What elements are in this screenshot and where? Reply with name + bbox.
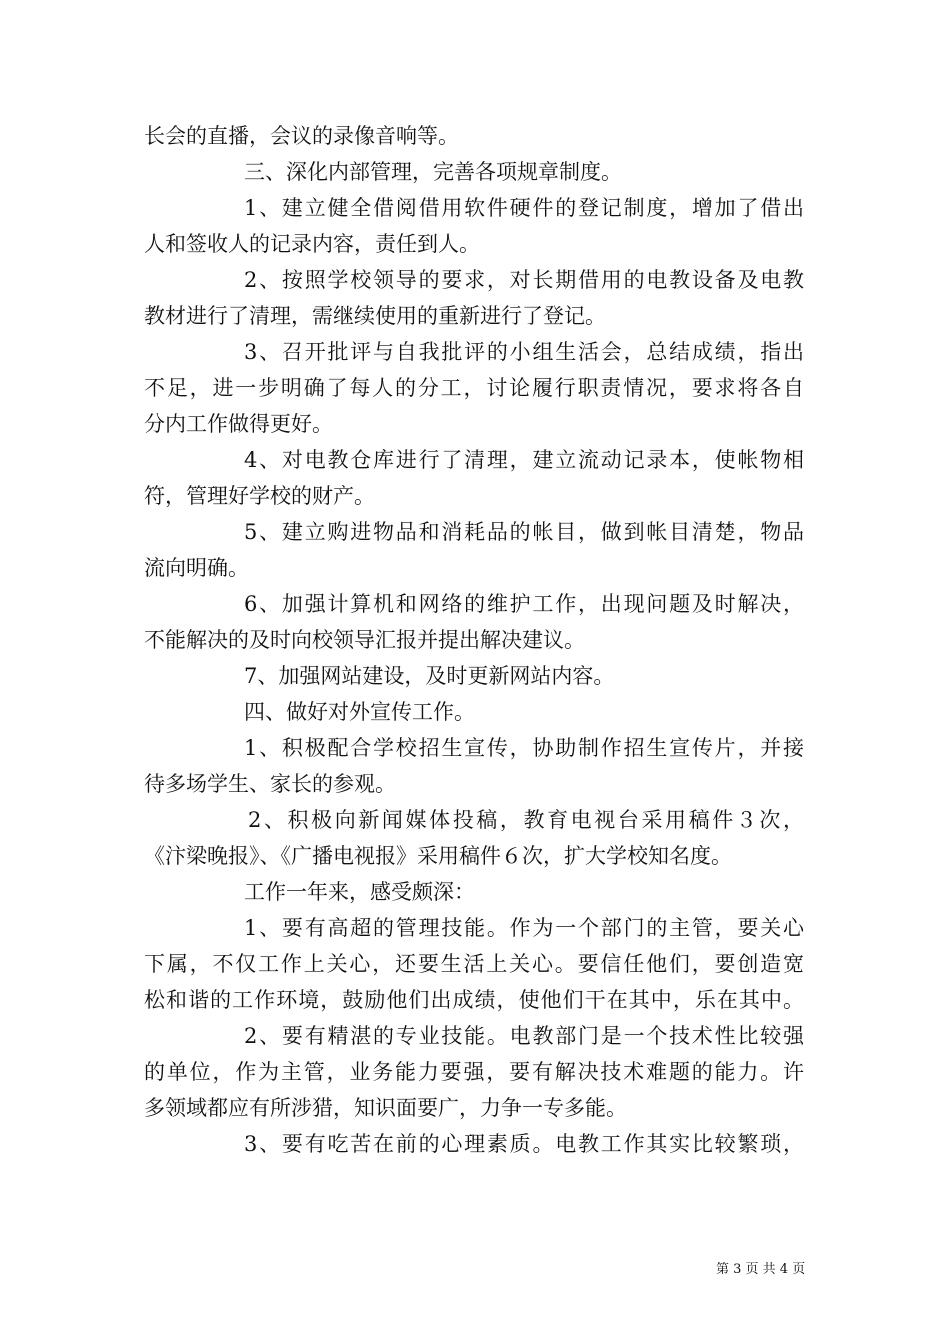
- text-line: 2、积极向新闻媒体投稿，教育电视台采用稿件３次，: [248, 808, 804, 832]
- text-line: 2、按照学校领导的要求，对长期借用的电教设备及电教: [244, 268, 804, 292]
- text-line: 长会的直播，会议的录像音响等。: [144, 124, 459, 148]
- text-line: 符，管理好学校的财产。: [144, 484, 375, 508]
- text-line: 流向明确。: [144, 556, 249, 580]
- text-line: 5、建立购进物品和消耗品的帐目，做到帐目清楚，物品: [244, 520, 804, 544]
- text-line: 3、召开批评与自我批评的小组生活会，总结成绩，指出: [244, 340, 804, 364]
- section-heading: 三、深化内部管理，完善各项规章制度。: [244, 160, 622, 184]
- text-line: 教材进行了清理，需继续使用的重新进行了登记。: [144, 304, 606, 328]
- text-line: 人和签收人的记录内容，责任到人。: [144, 232, 480, 256]
- text-line: 2、要有精湛的专业技能。电教部门是一个技术性比较强: [244, 1024, 804, 1048]
- text-line: 松和谐的工作环境，鼓励他们出成绩，使他们干在其中，乐在其中。: [144, 988, 804, 1012]
- text-line: 不足，进一步明确了每人的分工，讨论履行职责情况，要求将各自: [144, 376, 804, 400]
- text-line: 下属，不仅工作上关心，还要生活上关心。要信任他们，要创造宽: [144, 952, 804, 976]
- text-line: 分内工作做得更好。: [144, 412, 333, 436]
- text-line: 3、要有吃苦在前的心理素质。电教工作其实比较繁琐，: [244, 1132, 804, 1156]
- text-line: 多领域都应有所涉猎，知识面要广，力争一专多能。: [144, 1096, 627, 1120]
- text-line: 1、积极配合学校招生宣传，协助制作招生宣传片，并接: [244, 736, 804, 760]
- text-line: 《汴梁晚报》、《广播电视报》采用稿件６次，扩大学校知名度。: [144, 844, 732, 868]
- section-heading: 四、做好对外宣传工作。: [244, 700, 475, 724]
- text-line: 不能解决的及时向校领导汇报并提出解决建议。: [144, 628, 585, 652]
- text-line: 1、要有高超的管理技能。作为一个部门的主管，要关心: [244, 916, 804, 940]
- document-body: [144, 118, 804, 1162]
- section-heading: 工作一年来，感受颇深：: [244, 880, 475, 904]
- text-line: 7、加强网站建设，及时更新网站内容。: [244, 664, 615, 688]
- text-line: 待多场学生、家长的参观。: [144, 772, 396, 796]
- page-number-footer: 第 3 页 共 4 页: [716, 1262, 806, 1277]
- text-line: 6、加强计算机和网络的维护工作，出现问题及时解决，: [244, 592, 804, 616]
- text-line: 1、建立健全借阅借用软件硬件的登记制度，增加了借出: [244, 196, 804, 220]
- text-line: 的单位，作为主管，业务能力要强，要有解决技术难题的能力。许: [144, 1060, 804, 1084]
- text-line: 4、对电教仓库进行了清理，建立流动记录本，使帐物相: [244, 448, 804, 472]
